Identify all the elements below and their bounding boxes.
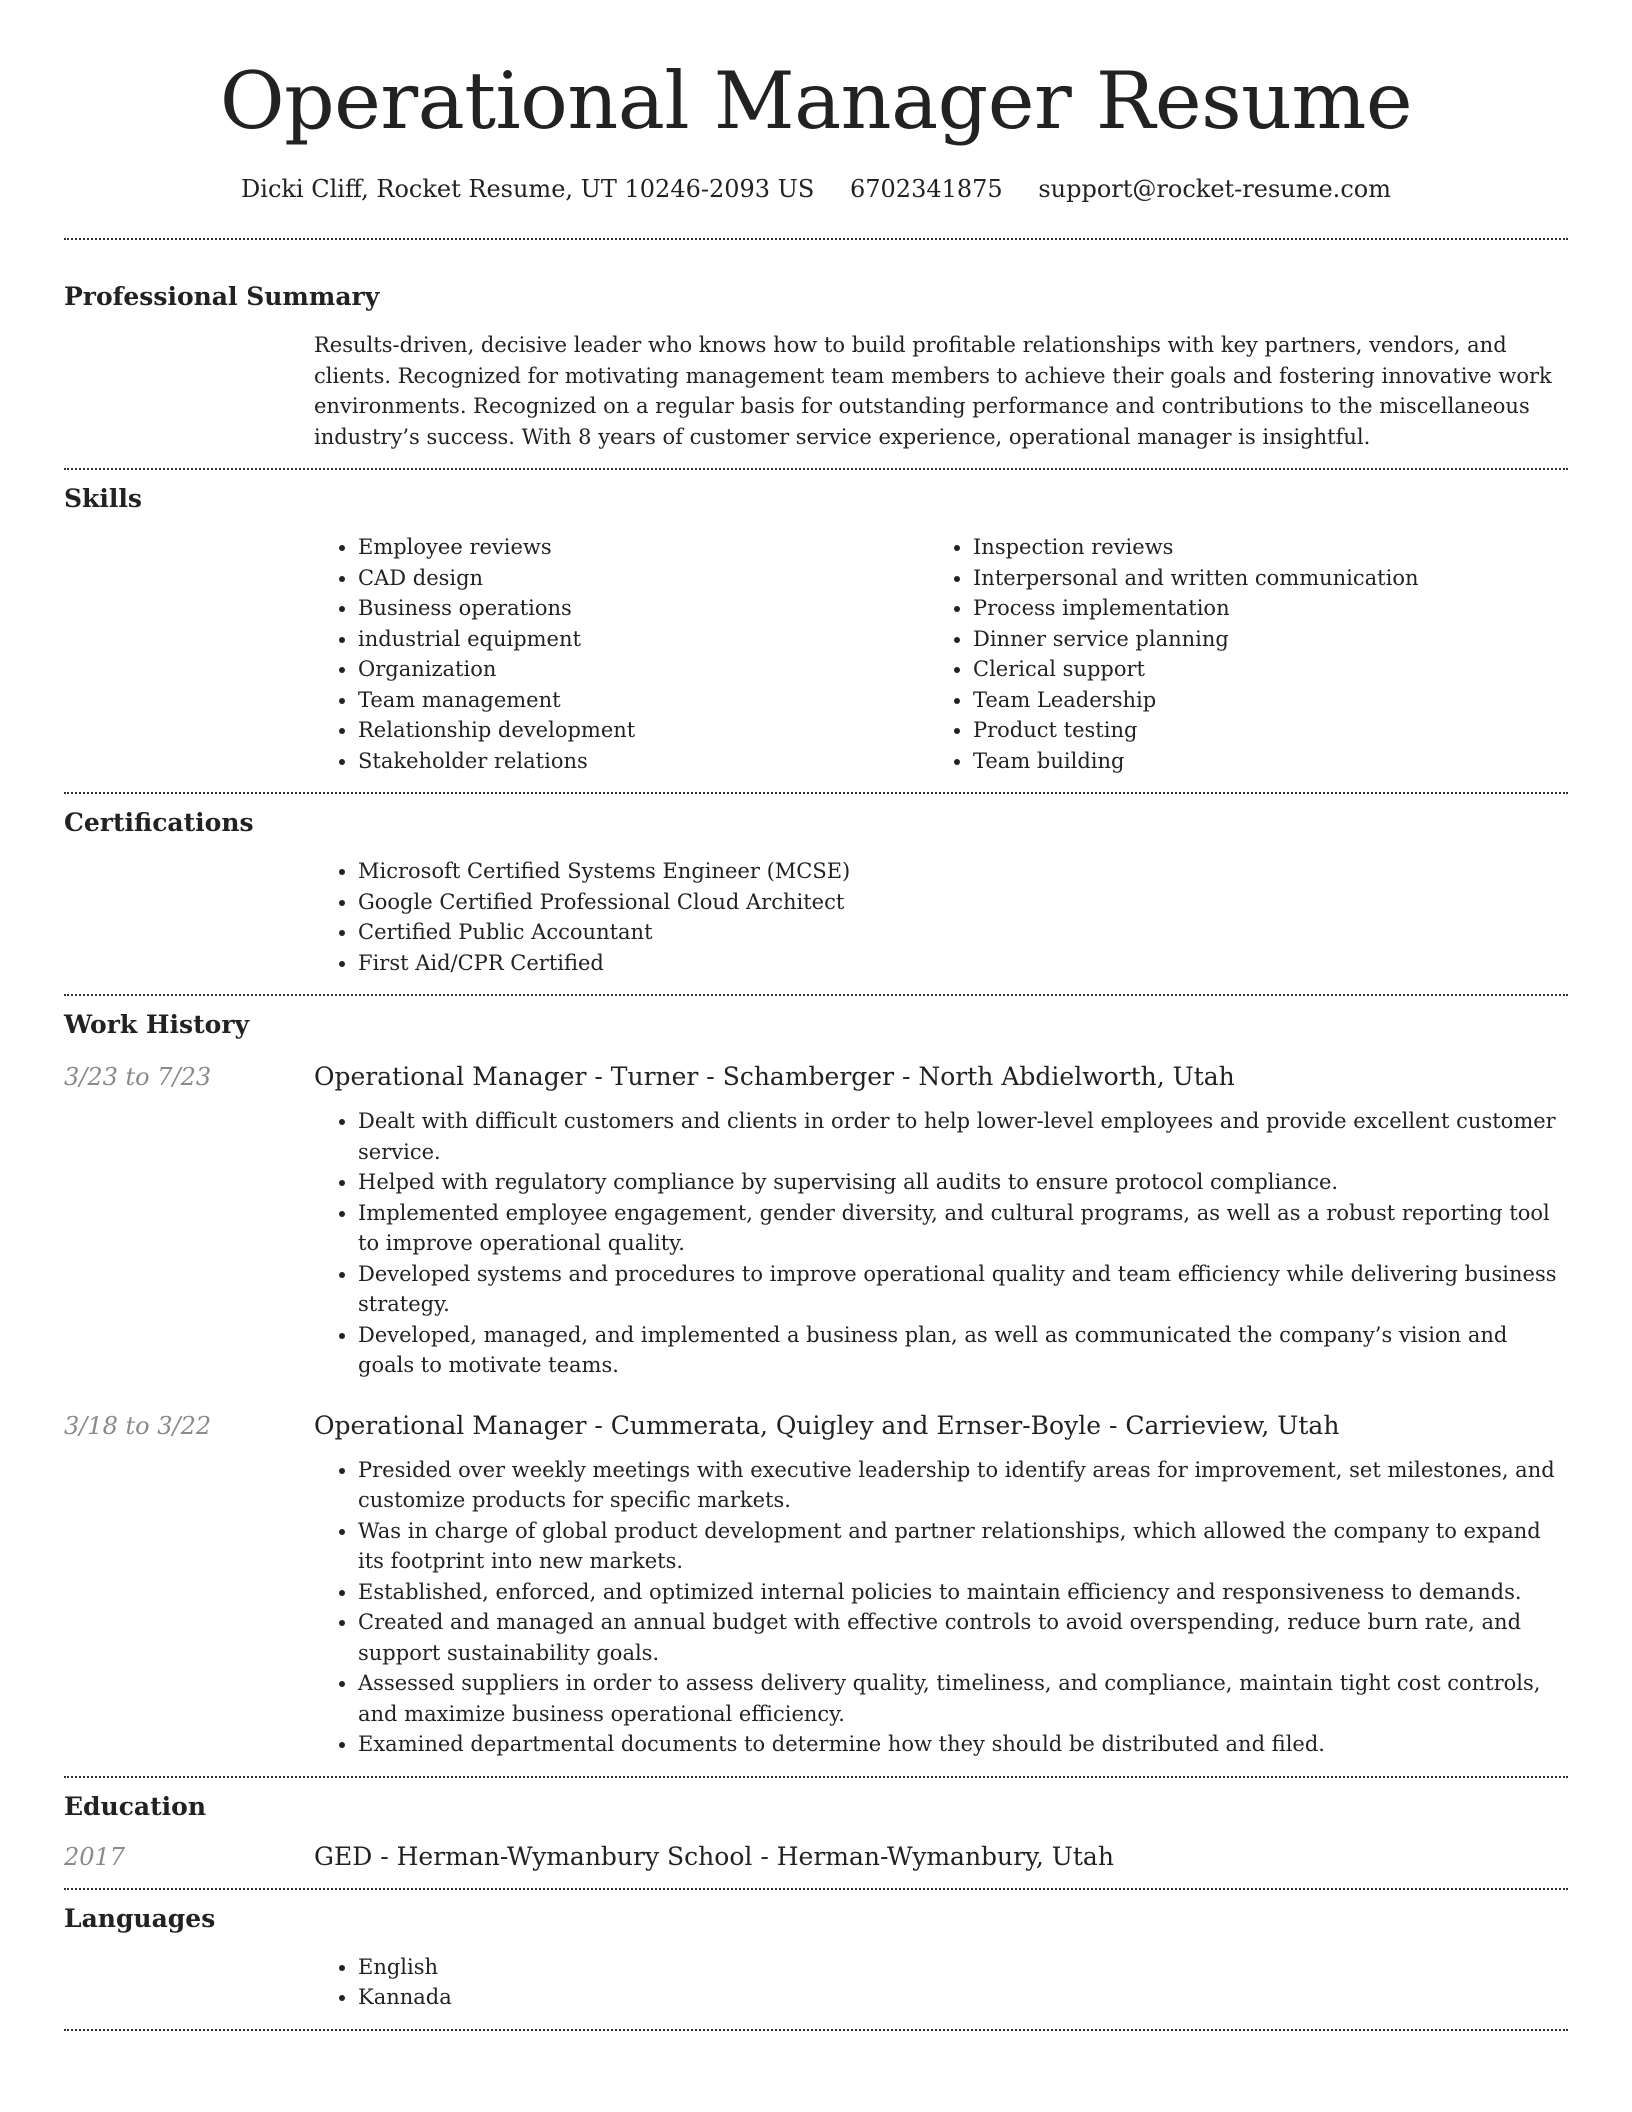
contact-phone: 6702341875 [850, 175, 1003, 203]
list-item: • Team management [358, 685, 929, 716]
contact-line [64, 172, 1568, 206]
list-item: • Interpersonal and written communication [973, 563, 1544, 594]
job-bullets [314, 1455, 1568, 1760]
job-title: Operational Manager - Cummerata, Quigley and Ernser-Boyle - Carrieview, Utah [314, 1410, 1340, 1440]
list-item: • Stakeholder relations [358, 746, 929, 777]
languages-list [314, 1952, 1568, 2013]
list-item: • Inspection reviews [973, 532, 1544, 563]
list-item: • Employee reviews [358, 532, 929, 563]
page-title: Operational Manager Resume [219, 55, 1413, 147]
list-item: • Established, enforced, and optimized internal policies to maintain efficiency and responsiveness to demands. [358, 1577, 1568, 1608]
list-item: • Kannada [358, 1982, 1568, 2013]
section-heading-certifications: Certifications [64, 808, 254, 837]
education-degree: GED - Herman-Wymanbury School - Herman-Wymanbury, Utah [314, 1841, 1114, 1871]
summary-text: Results-driven, decisive leader who knows how to build profitable relationships with key partners, vendors, and clients. Recognized for motivating management team members to achieve their goals and fostering innovative work environments. Recognized on a regular basis for outstanding performance and contributions to the miscellaneous industry’s success. With 8 years of customer service experience, operational manager is insightful. [314, 333, 1552, 449]
skills-list-left [314, 532, 929, 776]
contact-address: Dicki Cliff, Rocket Resume, UT 10246-2093 US [241, 175, 815, 203]
section-heading-work-history: Work History [64, 1010, 250, 1039]
list-item: • Certified Public Accountant [358, 917, 1568, 948]
list-item: • Helped with regulatory compliance by supervising all audits to ensure protocol compliance. [358, 1167, 1568, 1198]
section-heading-summary: Professional Summary [64, 282, 380, 311]
list-item: • Dinner service planning [973, 624, 1544, 655]
section-heading-skills: Skills [64, 484, 142, 513]
job-entry [64, 1042, 1568, 1381]
list-item: • CAD design [358, 563, 929, 594]
list-item: • Microsoft Certified Systems Engineer (MCSE) [358, 856, 1568, 887]
list-item: • Dealt with difficult customers and clients in order to help lower-level employees and provide excellent customer service. [358, 1106, 1568, 1167]
education-entry [64, 1824, 1568, 1888]
list-item: • Process implementation [973, 593, 1544, 624]
job-title: Operational Manager - Turner - Schamberger - North Abdielworth, Utah [314, 1062, 1235, 1091]
section-heading-languages: Languages [64, 1903, 216, 1933]
list-item: • Team Leadership [973, 685, 1544, 716]
certifications-list [314, 856, 1568, 978]
list-item: • Presided over weekly meetings with executive leadership to identify areas for improvement, set milestones, and customize products for specific markets. [358, 1455, 1568, 1516]
list-item: • Assessed suppliers in order to assess delivery quality, timeliness, and compliance, maintain tight cost controls, and maximize business operational efficiency. [358, 1668, 1568, 1729]
certifications-section [64, 794, 1568, 994]
list-item: • Clerical support [973, 654, 1544, 685]
skills-section [64, 470, 1568, 792]
list-item: • Google Certified Professional Cloud Architect [358, 887, 1568, 918]
section-divider [64, 2029, 1568, 2031]
list-item: • Examined departmental documents to determine how they should be distributed and filed. [358, 1729, 1568, 1760]
professional-summary-section [64, 240, 1568, 468]
list-item: • Implemented employee engagement, gender diversity, and cultural programs, as well as a robust reporting tool to improve operational quality. [358, 1198, 1568, 1259]
work-history-section [64, 996, 1568, 1776]
list-item: • First Aid/CPR Certified [358, 948, 1568, 979]
list-item: • Created and managed an annual budget with effective controls to avoid overspending, reduce burn rate, and support sustainability goals. [358, 1607, 1568, 1668]
list-item: • industrial equipment [358, 624, 929, 655]
list-item: • Product testing [973, 715, 1544, 746]
list-item: • Organization [358, 654, 929, 685]
list-item: • Business operations [358, 593, 929, 624]
list-item: • English [358, 1952, 1568, 1983]
list-item: • Was in charge of global product development and partner relationships, which allowed the company to expand its footprint into new markets. [358, 1516, 1568, 1577]
list-item: • Team building [973, 746, 1544, 777]
education-section [64, 1778, 1568, 1888]
job-bullets [314, 1106, 1568, 1381]
list-item: • Relationship development [358, 715, 929, 746]
skills-list-right [929, 532, 1544, 776]
job-dates: 3/18 to 3/22 [64, 1411, 212, 1440]
section-heading-education: Education [64, 1791, 207, 1821]
list-item: • Developed systems and procedures to improve operational quality and team efficiency while delivering business strategy. [358, 1259, 1568, 1320]
education-year: 2017 [64, 1842, 126, 1871]
job-dates: 3/23 to 7/23 [64, 1063, 212, 1091]
list-item: • Developed, managed, and implemented a business plan, as well as communicated the company’s vision and goals to motivate teams. [358, 1320, 1568, 1381]
skills-grid [314, 516, 1568, 792]
contact-email: support@rocket-resume.com [1038, 175, 1391, 203]
job-entry [64, 1381, 1568, 1776]
resume-header [64, 0, 1568, 206]
languages-section [64, 1890, 1568, 2029]
